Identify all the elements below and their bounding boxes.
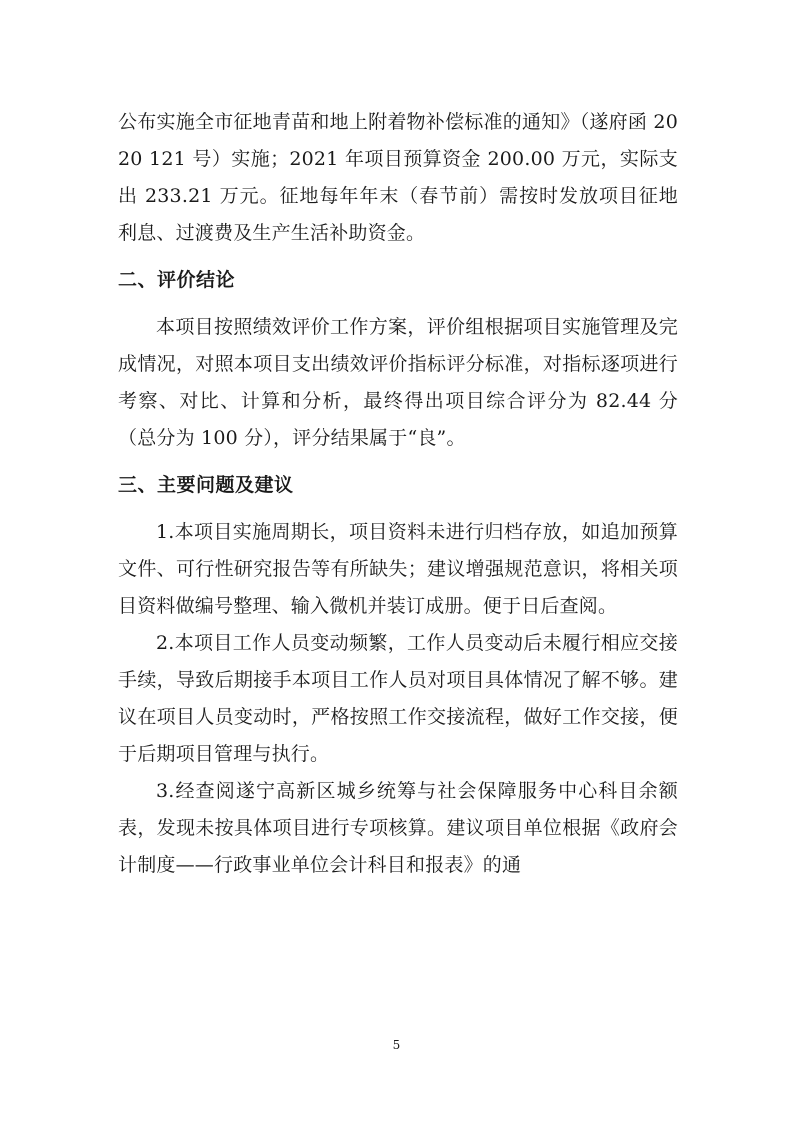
conclusion-paragraph: 本项目按照绩效评价工作方案，评价组根据项目实施管理及完成情况，对照本项目支出绩效评价指标评分标准，对指标逐项进行考察、对比、计算和分析，最终得出项目综合评分为 82.44 分（总分为 100 分），评分结果属于“良”。 [118, 316, 678, 449]
issue-paragraph-2: 2.本项目工作人员变动频繁，工作人员变动后未履行相应交接手续，导致后期接手本项目工作人员对项目具体情况了解不够。建议在项目人员变动时，严格按照工作交接流程，做好工作交接，便于后期项目管理与执行。 [118, 632, 678, 765]
issue-paragraph-1: 1.本项目实施周期长，项目资料未进行归档存放，如追加预算文件、可行性研究报告等有所缺失；建议增强规范意识，将相关项目资料做编号整理、输入微机并装订成册。便于日后查阅。 [118, 521, 678, 617]
section-heading-conclusion: 二、评价结论 [118, 269, 236, 291]
section-heading-issues: 三、主要问题及建议 [118, 474, 294, 496]
document-body [118, 104, 678, 884]
issue-paragraph-3: 3.经查阅遂宁高新区城乡统筹与社会保障服务中心科目余额表，发现未按具体项目进行专项核算。建议项目单位根据《政府会计制度——行政事业单位会计科目和报表》的通 [118, 780, 678, 876]
page-number: 5 [392, 1038, 401, 1052]
continued-paragraph: 公布实施全市征地青苗和地上附着物补偿标准的通知》（遂府函 2020 121 号）实施；2021 年项目预算资金 200.00 万元，实际支出 233.21 万元。征地每年年末（春节前）需按时发放项目征地利息、过渡费及生产生活补助资金。 [118, 111, 678, 244]
